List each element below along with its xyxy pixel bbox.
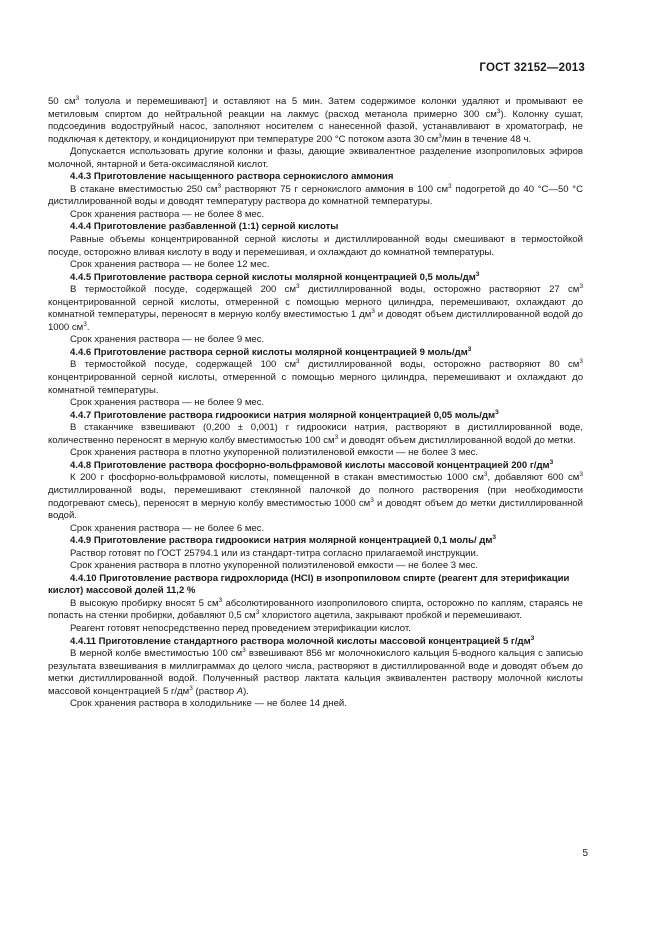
text-run: В термостойкой посуде, содержащей 100 см xyxy=(70,359,297,371)
text-run: концентрированной серной кислоты, отмеренной с помощью мерного цилиндра, перемешивают и охлаждают до комнатной температуры. xyxy=(48,372,583,396)
superscript: 3 xyxy=(438,132,442,140)
superscript: 3 xyxy=(579,283,583,291)
superscript: 3 xyxy=(83,320,87,328)
section-heading xyxy=(48,171,583,184)
superscript: 3 xyxy=(296,283,300,291)
superscript: 3 xyxy=(448,182,452,190)
text-run: 4.4.11 Приготовление стандартного раствора молочной кислоты массовой концентрацией 5 г/дм xyxy=(70,635,531,647)
text-run: 4.4.3 Приготовление насыщенного раствора сернокислого аммония xyxy=(70,171,394,183)
text-run: 4.4.10 Приготовление раствора гидрохлорида (HCl) в изопропиловом спирте (реагент для этерификации кислот) массовой долей 11,2 % xyxy=(48,572,570,597)
text-run: Срок хранения раствора в плотно укупоренной полиэтиленовой емкости — не более 3 мес. xyxy=(70,447,479,459)
section-heading xyxy=(48,347,583,360)
paragraph xyxy=(48,447,583,460)
text-run: Срок хранения раствора — не более 6 мес. xyxy=(70,522,265,534)
text-run: Срок хранения раствора — не более 9 мес. xyxy=(70,397,265,409)
text-run: 4.4.8 Приготовление раствора фосфорно-вольфрамовой кислоты массовой концентрацией 200 г/дм xyxy=(70,459,550,471)
superscript: 3 xyxy=(475,270,480,278)
superscript: 3 xyxy=(189,684,193,692)
paragraph xyxy=(48,560,583,573)
superscript: 3 xyxy=(549,458,554,466)
text-run: концентрированной серной кислоты, отмеренной с помощью мерного цилиндра, перемешивают, охлаждают до комнатной температуры, переносят в мерную колбу вместимостью 1 дм xyxy=(48,296,583,321)
superscript: 3 xyxy=(579,471,583,479)
text-run: А xyxy=(236,685,244,697)
text-run: Срок хранения раствора в плотно укупоренной полиэтиленовой емкости — не более 3 мес. xyxy=(70,560,479,572)
text-run: Раствор готовят по ГОСТ 25794.1 или из стандарт-титра согласно прилагаемой инструкции. xyxy=(70,547,479,559)
paragraph xyxy=(48,234,583,259)
text-run: подогретой до 40 °С—50 °С дистиллированной воды и доводят температуру раствора до комнатной температуры. xyxy=(48,183,583,208)
text-run: , добавляют 600 см xyxy=(487,472,580,484)
superscript: 3 xyxy=(492,534,497,542)
paragraph xyxy=(48,96,583,146)
text-run: 4.4.7 Приготовление раствора гидроокиси натрия молярной концентрацией 0,05 моль/дм xyxy=(70,409,496,421)
text-run: . xyxy=(86,321,90,333)
superscript: 3 xyxy=(467,345,472,353)
superscript: 3 xyxy=(217,182,222,190)
section-heading xyxy=(48,573,583,598)
text-run: (раствор xyxy=(192,685,237,697)
paragraph xyxy=(48,209,583,222)
text-run: Срок хранения раствора — не более 12 мес. xyxy=(70,259,270,271)
document-code: ГОСТ 32152—2013 xyxy=(479,62,585,74)
text-run: Реагент готовят непосредственно перед проведением этерификации кислот. xyxy=(70,622,411,634)
text-run: Срок хранения раствора — не более 9 мес. xyxy=(70,334,265,346)
text-run: 50 см xyxy=(48,96,76,107)
superscript: 3 xyxy=(483,471,488,479)
text-run: Срок хранения раствора в холодильнике — не более 14 дней. xyxy=(70,698,347,710)
paragraph xyxy=(48,422,583,447)
paragraph xyxy=(48,397,583,410)
text-run: и доводят объем дистиллированной водой до метки. xyxy=(338,434,576,446)
text-run: дистиллированной воды, осторожно растворяют 27 см xyxy=(299,284,580,296)
section-heading xyxy=(48,221,583,234)
superscript: 3 xyxy=(371,308,375,316)
section-heading xyxy=(48,410,583,423)
text-run: абсолютированного изопропилового спирта, осторожно по каплям, стараясь не попасть на стенки пробирки, добавляют 0,5 см xyxy=(48,597,583,622)
text-run: 4.4.6 Приготовление раствора серной кислоты молярной концентрацией 9 моль/дм xyxy=(70,346,468,358)
paragraph xyxy=(48,623,583,636)
paragraph xyxy=(48,698,583,711)
section-heading xyxy=(48,636,583,649)
text-run: 4.4.5 Приготовление раствора серной кислоты молярной концентрацией 0,5 моль/дм xyxy=(70,271,476,283)
superscript: 3 xyxy=(370,496,374,504)
document-body xyxy=(48,96,583,711)
superscript: 3 xyxy=(75,95,80,102)
text-run: Равные объемы концентрированной серной кислоты и дистиллированной воды смешивают в термостойкой посуде, осторожно вливая кислоту в воду и перемешивая, и охлаждают до комнатной температуры. xyxy=(48,234,583,258)
section-heading xyxy=(48,535,583,548)
text-run: /мин в течение 48 ч. xyxy=(441,133,532,145)
paragraph xyxy=(48,259,583,272)
text-run: Допускается использовать другие колонки и фазы, дающие эквивалентное разделение изопропиловых эфиров молочной, янтарной и бета-оксимасляной кислот. xyxy=(48,146,583,170)
superscript: 3 xyxy=(495,408,499,416)
section-heading xyxy=(48,272,583,285)
text-run: Срок хранения раствора — не более 8 мес. xyxy=(70,208,265,220)
text-run: дистиллированной воды, осторожно растворяют 80 см xyxy=(299,359,580,371)
superscript: 3 xyxy=(296,358,300,366)
paragraph xyxy=(48,648,583,698)
superscript: 3 xyxy=(242,647,246,655)
text-run: толуола и перемешивают] и оставляют на 5 мин. Затем содержимое колонки удаляют и промывают ее метиловым спиртом до нейтральной реакции на лакмус (расход метанола примерно 300 см xyxy=(48,96,584,120)
text-run: В высокую пробирку вносят 5 см xyxy=(70,597,219,609)
superscript: 3 xyxy=(496,107,501,115)
text-run: В стаканчике взвешивают (0,200 ± 0,001) г гидроокиси натрия, растворяют в дистиллированной воде, количественно переносят в мерную колбу вместимостью 100 см xyxy=(48,422,583,446)
text-run: и доводят объем до метки дистиллированной водой. xyxy=(48,497,584,522)
superscript: 3 xyxy=(530,634,535,642)
text-run: В термостойкой посуде, содержащей 200 см xyxy=(70,284,297,296)
text-run: ). Колонку сушат, подсоединив водоструйный насос, заполняют носителем с нанесенной фазой, устанавливают в хроматограф, не подключая к детектору, и кондиционируют при температуре 200 °С потоком азота 30 см xyxy=(48,108,583,145)
text-run: К 200 г фосфорно-вольфрамовой кислоты, помещенной в стакан вместимостью 1000 см xyxy=(70,472,484,484)
paragraph xyxy=(48,472,583,522)
paragraph xyxy=(48,284,583,334)
page-number: 5 xyxy=(582,848,588,859)
text-run: 4.4.4 Приготовление разбавленной (1:1) серной кислоты xyxy=(70,221,339,233)
paragraph xyxy=(48,548,583,561)
text-run: взвешивают 856 мг молочнокислого кальция 5-водного кальция с записью результата взвешивания в миллиграммах до целого числа, растворяют в дистиллированной воде и доводят объем до метки дистиллированной водой. Полученный раствор лактата кальция эквивалентен раствору молочной кислоты массовой концентрацией 5 г/дм xyxy=(48,648,584,697)
superscript: 3 xyxy=(334,433,339,441)
paragraph xyxy=(48,359,583,397)
text-run: растворяют 75 г сернокислого аммония в 100 см xyxy=(221,183,449,195)
paragraph xyxy=(48,598,583,623)
superscript: 3 xyxy=(255,609,260,617)
section-heading xyxy=(48,460,583,473)
text-run: В стакане вместимостью 250 см xyxy=(70,183,218,195)
text-run: и доводят объем дистиллированной водой до 1000 см xyxy=(48,309,583,333)
superscript: 3 xyxy=(218,596,223,604)
text-run: хлористого ацетила, закрывают пробкой и перемешивают. xyxy=(259,610,522,622)
text-run: В мерной колбе вместимостью 100 см xyxy=(70,648,243,660)
paragraph xyxy=(48,523,583,536)
paragraph xyxy=(48,184,583,209)
text-run: 4.4.9 Приготовление раствора гидроокиси натрия молярной концентрацией 0,1 моль/ дм xyxy=(70,535,493,547)
text-run: дистиллированной воды, перемешивают стеклянной палочкой до полного растворения (при необходимости подогревают смесь), переносят в мерную колбу вместимостью 1000 см xyxy=(48,484,583,509)
paragraph xyxy=(48,146,583,171)
paragraph xyxy=(48,334,583,347)
superscript: 3 xyxy=(579,358,583,366)
text-run: ). xyxy=(243,685,249,697)
